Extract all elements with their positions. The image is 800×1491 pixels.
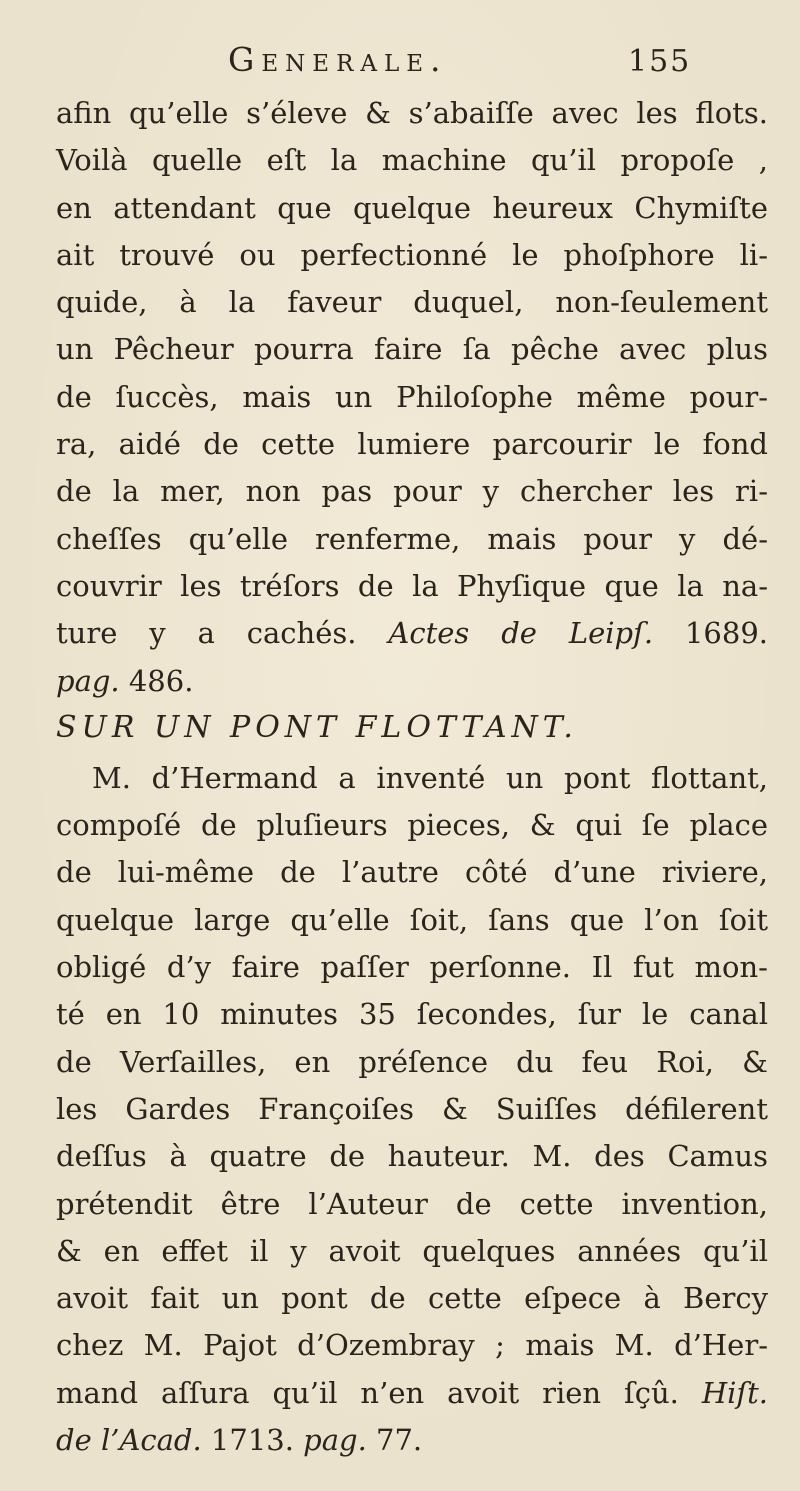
text-fragment: ture y a cachés. [56,616,357,651]
text-line: prétendit être l’Auteur de cette invention, [56,1186,768,1221]
text-line: M. d’Hermand a inventé un pont flottant, [92,760,768,795]
text-line: de lui-même de l’autre côté d’une riviere, [56,855,768,890]
page-reference-line [56,658,768,705]
citation-line [56,1417,768,1464]
text-line: de Verſailles, en préſence du feu Roi, & [56,1044,768,1079]
citation-year: 1689. [684,616,769,651]
paragraph-1 [56,90,768,705]
citation-source: de l’Acad. [56,1423,202,1458]
text-line: afin qu’elle s’éleve & s’abaiſſe avec les flots. [56,96,768,130]
citation-source: Actes de Leipſ. [388,616,654,651]
text-line-with-citation [56,1370,768,1417]
text-line: couvrir les tréſors de la Phyſique que la na- [56,568,768,603]
page-body [56,90,768,1464]
text-line: de la mer, non pas pour y chercher les ri- [56,474,768,509]
text-line: de ſuccès, mais un Philoſophe même pour- [56,379,768,414]
page-number: 155 [628,44,692,79]
text-line: quide, à la faveur duquel, non-ſeulement [56,285,768,320]
citation-source: Hiſt. [701,1375,768,1410]
text-line: ra, aidé de cette lumiere parcourir le fond [56,427,768,462]
text-line: les Gardes Françoiſes & Suiſſes défilerent [56,1091,768,1126]
running-head [0,40,800,90]
text-line: chez M. Pajot d’Ozembray ; mais M. d’Her- [56,1328,768,1363]
text-fragment: mand aſſura qu’il n’en avoit rien ſçû. [56,1375,679,1410]
text-line: cheſſes qu’elle renferme, mais pour y dé- [56,521,768,556]
text-line: obligé d’y faire paſſer perſonne. Il fut mon- [56,950,768,985]
text-line: Voilà quelle eſt la machine qu’il propoſe , [56,143,768,178]
text-line: & en effet il y avoit quelques années qu’il [56,1233,768,1268]
text-line: deſſus à quatre de hauteur. M. des Camus [56,1139,768,1174]
running-head-title: Generale. [228,40,448,79]
text-line: ait trouvé ou perfectionné le phoſphore li- [56,237,768,272]
text-line: compoſé de pluſieurs pieces, & qui ſe place [56,808,768,843]
section-title: SUR UN PONT FLOTTANT. [56,709,578,745]
text-line: un Pêcheur pourra faire ſa pêche avec plus [56,332,768,367]
paragraph-2 [56,755,768,1464]
text-line: té en 10 minutes 35 ſecondes, ſur le canal [56,997,768,1032]
citation-year: 1713. [210,1423,294,1458]
text-line: en attendant que quelque heureux Chymiſte [56,190,768,225]
text-line-with-citation [56,610,768,657]
page-reference-label: pag. [56,663,120,698]
page-reference-number: 486. [128,663,194,698]
text-line: quelque large qu’elle ſoit, ſans que l’on ſoit [56,902,768,937]
page-reference-label: pag. [303,1423,367,1458]
text-line: avoit fait un pont de cette eſpece à Bercy [56,1281,768,1316]
page-reference-number: 77. [376,1423,423,1458]
